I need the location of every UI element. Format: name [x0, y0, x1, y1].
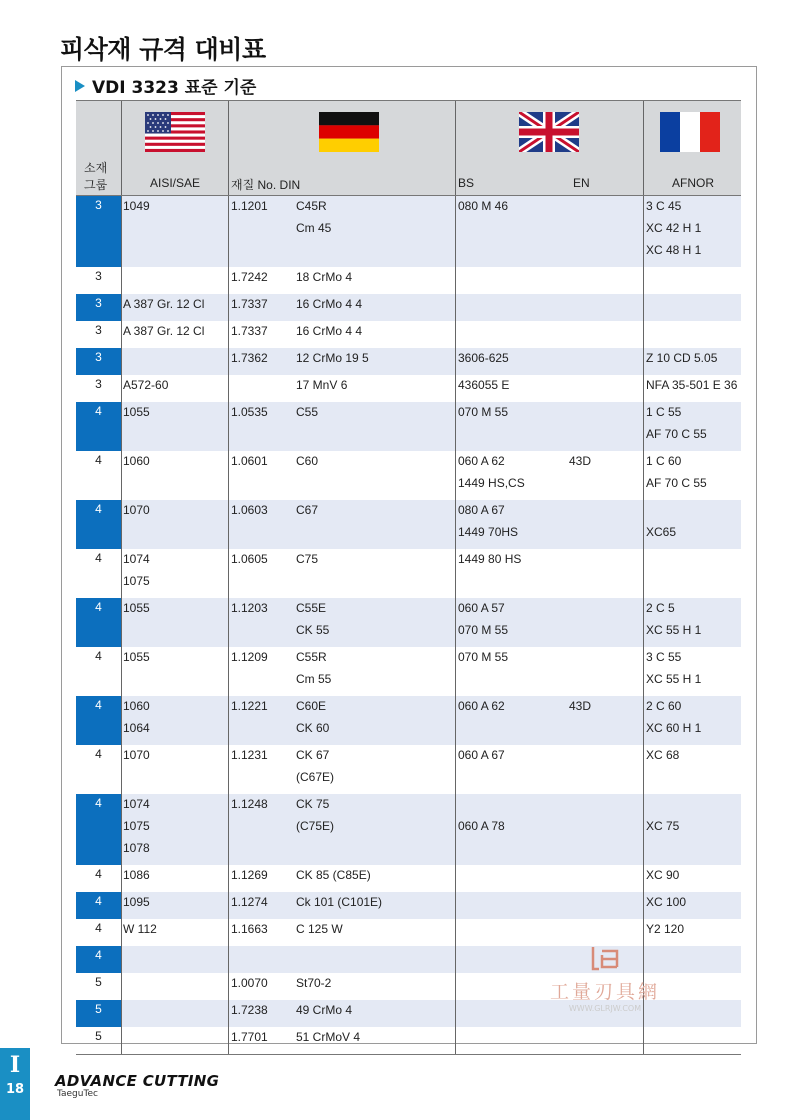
bs-value: 436055 E [458, 378, 510, 392]
afnor-cell [646, 867, 679, 889]
afnor-value: XC 100 [646, 895, 687, 909]
table-row [76, 696, 741, 745]
group-cell: 4 [95, 747, 102, 761]
num-value: 1.7701 [231, 1030, 268, 1044]
table-row [76, 402, 741, 451]
afnor-cell [646, 377, 737, 399]
aisi-value: 1078 [123, 841, 150, 855]
num-cell [231, 867, 268, 889]
page-number: 18 [5, 1082, 25, 1097]
table-row [76, 794, 741, 865]
group-cell: 3 [76, 348, 121, 375]
table-row [76, 865, 741, 892]
group-cell: 5 [76, 1000, 121, 1027]
bs-cell [458, 502, 518, 546]
din-value: 49 CrMo 4 [296, 1003, 353, 1017]
din-cell [296, 649, 331, 693]
bs-cell [458, 350, 509, 372]
num-value: 1.1248 [231, 797, 268, 811]
group-cell: 4 [76, 892, 121, 919]
header-bs: BS [458, 176, 475, 190]
afnor-cell [646, 894, 686, 916]
din-value: Cm 55 [296, 672, 332, 686]
afnor-value: XC 42 H 1 [646, 221, 702, 235]
group-cell: 4 [76, 696, 121, 745]
afnor-value: 2 C 60 [646, 699, 682, 713]
din-cell [296, 894, 382, 916]
usa-flag-icon [145, 112, 205, 152]
table-row [76, 919, 741, 946]
group-cell: 3 [76, 294, 121, 321]
din-cell [296, 1002, 352, 1024]
bs-cell [458, 796, 505, 840]
aisi-value: 1055 [123, 601, 150, 615]
aisi-value: 1049 [123, 199, 150, 213]
aisi-cell [123, 867, 150, 889]
din-cell [296, 867, 371, 889]
afnor-value: Y2 120 [646, 922, 685, 936]
din-cell [296, 198, 331, 242]
aisi-value: W 112 [123, 922, 157, 936]
num-value: 1.0535 [231, 405, 268, 419]
header-group-line2: 그룹 [84, 178, 108, 192]
afnor-value: 2 C 5 [646, 601, 675, 615]
din-value: C60 [296, 454, 319, 468]
aisi-value: A 387 Gr. 12 Cl [123, 324, 205, 338]
bs-cell [458, 600, 508, 644]
din-value: St70-2 [296, 976, 332, 990]
bs-value: 1449 80 HS [458, 552, 522, 566]
din-value: (C67E) [296, 770, 335, 784]
aisi-value: 1060 [123, 699, 150, 713]
table-row [76, 451, 741, 500]
bs-value [458, 796, 505, 818]
uk-flag-icon [519, 112, 579, 152]
bs-value: 060 A 78 [458, 819, 505, 833]
num-value: 1.1221 [231, 699, 268, 713]
num-cell [231, 698, 268, 720]
num-cell [231, 404, 268, 426]
din-value: Ck 101 (C101E) [296, 895, 383, 909]
din-cell [296, 453, 318, 475]
afnor-value [646, 796, 679, 818]
num-cell [231, 921, 268, 943]
table-row [76, 1027, 741, 1054]
din-value: CK 67 [296, 748, 330, 762]
france-flag-icon [660, 112, 720, 152]
din-value: C60E [296, 699, 327, 713]
group-cell: 5 [95, 975, 102, 989]
aisi-cell [123, 796, 150, 862]
page-title: 피삭재 규격 대비표 [60, 35, 266, 64]
din-value: 16 CrMo 4 4 [296, 297, 363, 311]
afnor-value: XC 60 H 1 [646, 721, 702, 735]
num-cell [231, 747, 268, 769]
bs-cell [458, 551, 521, 573]
num-cell [231, 894, 268, 916]
header-aisi: AISI/SAE [150, 176, 201, 190]
group-cell: 4 [76, 402, 121, 451]
table-body [76, 196, 741, 1054]
din-value: C67 [296, 503, 319, 517]
afnor-cell [646, 502, 676, 546]
group-cell: 4 [95, 551, 102, 565]
din-cell [296, 747, 334, 791]
num-cell [231, 453, 268, 475]
din-value: 16 CrMo 4 4 [296, 324, 363, 338]
aisi-cell [123, 377, 168, 399]
num-value: 1.1274 [231, 895, 268, 909]
aisi-cell [123, 747, 150, 769]
num-cell [231, 502, 268, 524]
din-cell [296, 296, 362, 318]
bs-value: 060 A 57 [458, 601, 505, 615]
section-title-text: VDI 3323 표준 기준 [92, 78, 257, 98]
din-value: 18 CrMo 4 [296, 270, 353, 284]
num-cell [231, 350, 268, 372]
din-value: 17 MnV 6 [296, 378, 348, 392]
din-value: (C75E) [296, 819, 335, 833]
aisi-cell [123, 323, 204, 345]
watermark-logo-icon [590, 945, 620, 971]
germany-flag-icon [319, 112, 379, 152]
aisi-cell [123, 502, 150, 524]
en-value: 43D [569, 454, 592, 468]
aisi-value: 1055 [123, 405, 150, 419]
aisi-value: 1055 [123, 650, 150, 664]
aisi-value: A 387 Gr. 12 Cl [123, 297, 205, 311]
bs-cell [458, 453, 525, 497]
aisi-cell [123, 600, 150, 622]
group-cell: 3 [95, 377, 102, 391]
group-cell: 4 [76, 598, 121, 647]
aisi-cell [123, 698, 150, 742]
num-cell [231, 975, 268, 997]
table-row [76, 745, 741, 794]
din-cell [296, 404, 318, 426]
num-value: 1.1231 [231, 748, 268, 762]
watermark-url: WWW.GLRJW.COM [568, 1004, 642, 1013]
group-cell: 4 [76, 500, 121, 549]
header-en: EN [573, 176, 590, 190]
aisi-cell [123, 649, 150, 671]
num-cell [231, 649, 268, 671]
num-cell [231, 198, 268, 220]
afnor-value: NFA 35-501 E 36 [646, 378, 738, 392]
aisi-value: 1070 [123, 503, 150, 517]
din-value: Cm 45 [296, 221, 332, 235]
table-row [76, 196, 741, 267]
header-din: 재질 No. DIN [231, 178, 301, 192]
aisi-value: 1086 [123, 868, 150, 882]
group-cell: 4 [76, 946, 121, 973]
afnor-cell [646, 350, 717, 372]
num-value: 1.7362 [231, 351, 268, 365]
bs-value: 060 A 62 [458, 699, 505, 713]
num-cell [231, 296, 268, 318]
num-value: 1.1203 [231, 601, 268, 615]
afnor-cell [646, 404, 707, 448]
brand-sub: TaeguTec [57, 1089, 98, 1099]
bs-value: 1449 HS,CS [458, 476, 525, 490]
brand-name: ADVANCE CUTTING [55, 1072, 220, 1090]
table-row [76, 892, 741, 919]
afnor-value: XC 68 [646, 748, 680, 762]
aisi-cell [123, 921, 157, 943]
aisi-value: 1064 [123, 721, 150, 735]
bs-value: 060 A 67 [458, 748, 505, 762]
num-value: 1.7337 [231, 297, 268, 311]
afnor-value: 3 C 55 [646, 650, 682, 664]
group-cell: 3 [76, 196, 121, 267]
group-cell: 3 [95, 269, 102, 283]
table-header [76, 100, 741, 196]
num-value: 1.0601 [231, 454, 268, 468]
group-cell: 3 [95, 323, 102, 337]
bs-value: 070 M 55 [458, 405, 509, 419]
din-cell [296, 698, 329, 742]
bs-value: 070 M 55 [458, 623, 509, 637]
aisi-cell [123, 894, 150, 916]
table-row [76, 647, 741, 696]
din-cell [296, 600, 329, 644]
group-cell: 4 [95, 921, 102, 935]
din-cell [296, 350, 369, 372]
din-value: C45R [296, 199, 327, 213]
afnor-cell [646, 198, 701, 264]
num-value: 1.1209 [231, 650, 268, 664]
afnor-cell [646, 747, 679, 769]
din-value: C75 [296, 552, 319, 566]
aisi-cell [123, 198, 150, 220]
header-afnor: AFNOR [672, 176, 714, 190]
bs-cell [458, 698, 505, 720]
din-value: 12 CrMo 19 5 [296, 351, 369, 365]
aisi-cell [123, 404, 150, 426]
material-comparison-table [76, 100, 741, 1055]
din-cell [296, 796, 334, 840]
section-title [75, 73, 256, 98]
brand-logo [55, 1072, 219, 1099]
table-row [76, 294, 741, 321]
en-cell [569, 453, 591, 475]
din-value: CK 85 (C85E) [296, 868, 371, 882]
aisi-cell [123, 551, 150, 595]
aisi-value: 1075 [123, 574, 150, 588]
table-row [76, 500, 741, 549]
aisi-cell [123, 453, 150, 475]
aisi-value: 1074 [123, 552, 150, 566]
num-value: 1.7238 [231, 1003, 268, 1017]
group-cell: 4 [76, 794, 121, 865]
group-cell: 4 [95, 649, 102, 663]
section-marker: I [9, 1052, 21, 1078]
bs-value: 070 M 55 [458, 650, 509, 664]
section-tab-marker [0, 1048, 30, 1120]
din-value: C 125 W [296, 922, 343, 936]
din-value: C55R [296, 650, 327, 664]
num-cell [231, 1002, 268, 1024]
table-row [76, 348, 741, 375]
en-cell [569, 698, 591, 720]
bs-cell [458, 377, 509, 399]
afnor-value: 3 C 45 [646, 199, 682, 213]
num-value: 1.7242 [231, 270, 268, 284]
bs-value: 080 A 67 [458, 503, 505, 517]
afnor-value: 1 C 55 [646, 405, 682, 419]
group-cell: 4 [95, 867, 102, 881]
din-value: CK 60 [296, 721, 330, 735]
header-group-line1: 소재 [84, 161, 108, 175]
aisi-value: 1060 [123, 454, 150, 468]
din-value: CK 75 [296, 797, 330, 811]
afnor-cell [646, 921, 684, 943]
num-cell [231, 551, 268, 573]
din-value: C55E [296, 601, 327, 615]
aisi-value: 1075 [123, 819, 150, 833]
din-cell [296, 323, 362, 345]
num-cell [231, 269, 268, 291]
afnor-value: XC 48 H 1 [646, 243, 702, 257]
table-row [76, 598, 741, 647]
group-cell: 4 [95, 453, 102, 467]
bs-cell [458, 747, 505, 769]
num-cell [231, 796, 268, 818]
table-bottom-rule [76, 1054, 741, 1055]
table-row [76, 549, 741, 598]
afnor-value [646, 502, 676, 524]
afnor-value: AF 70 C 55 [646, 476, 707, 490]
afnor-value: Z 10 CD 5.05 [646, 351, 718, 365]
afnor-cell [646, 600, 701, 644]
bs-value: 060 A 62 [458, 454, 505, 468]
afnor-value: XC 55 H 1 [646, 672, 702, 686]
bs-value: 080 M 46 [458, 199, 509, 213]
din-cell [296, 269, 352, 291]
num-cell [231, 1029, 268, 1051]
table-row [76, 267, 741, 294]
aisi-value: 1074 [123, 797, 150, 811]
num-cell [231, 600, 268, 622]
afnor-value: XC 55 H 1 [646, 623, 702, 637]
din-value: 51 CrMoV 4 [296, 1030, 361, 1044]
afnor-value: AF 70 C 55 [646, 427, 707, 441]
bs-cell [458, 404, 508, 426]
num-value: 1.0070 [231, 976, 268, 990]
afnor-cell [646, 698, 701, 742]
afnor-value: 1 C 60 [646, 454, 682, 468]
bs-value: 1449 70HS [458, 525, 519, 539]
din-cell [296, 551, 318, 573]
afnor-value: XC65 [646, 525, 677, 539]
num-value: 1.0603 [231, 503, 268, 517]
aisi-value: 1095 [123, 895, 150, 909]
afnor-value: XC 75 [646, 819, 680, 833]
din-cell [296, 377, 347, 399]
num-cell [231, 323, 268, 345]
num-value: 1.7337 [231, 324, 268, 338]
group-cell: 5 [95, 1029, 102, 1043]
table-row [76, 321, 741, 348]
din-cell [296, 1029, 360, 1051]
bs-cell [458, 649, 508, 671]
din-cell [296, 921, 343, 943]
en-value: 43D [569, 699, 592, 713]
watermark [535, 945, 675, 1013]
bs-cell [458, 198, 508, 220]
din-value: C55 [296, 405, 319, 419]
bs-value: 3606-625 [458, 351, 509, 365]
afnor-value: XC 90 [646, 868, 680, 882]
din-cell [296, 502, 318, 524]
watermark-text: 工量刃具網 [549, 981, 660, 1003]
num-value: 1.1201 [231, 199, 268, 213]
din-cell [296, 975, 331, 997]
din-value: CK 55 [296, 623, 330, 637]
afnor-cell [646, 649, 701, 693]
aisi-value: A572-60 [123, 378, 169, 392]
afnor-cell [646, 453, 707, 497]
table-row [76, 375, 741, 402]
num-value: 1.1663 [231, 922, 268, 936]
aisi-cell [123, 296, 204, 318]
num-value: 1.1269 [231, 868, 268, 882]
afnor-cell [646, 796, 679, 840]
num-value: 1.0605 [231, 552, 268, 566]
aisi-value: 1070 [123, 748, 150, 762]
triangle-bullet-icon [75, 80, 85, 92]
